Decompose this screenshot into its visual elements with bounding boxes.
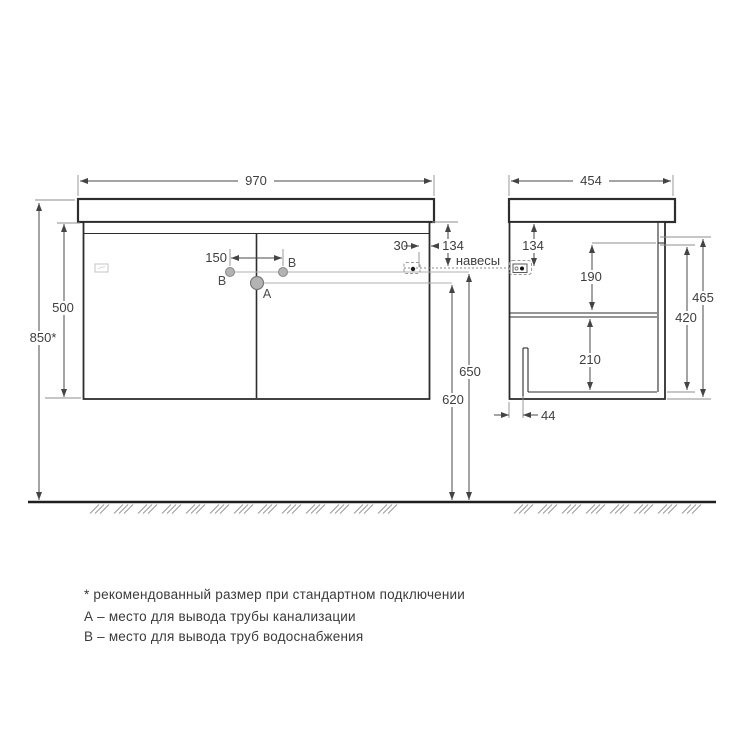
side-upper-section-dim: 190 xyxy=(580,269,602,284)
footnote-point-b: В – место для вывода труб водоснабжения xyxy=(84,629,364,644)
hanger-offset-dim: 30 xyxy=(393,238,408,253)
point-b-left-label: B xyxy=(217,274,227,288)
side-depth-dim: 454 xyxy=(580,173,602,188)
footnote-point-a: А – место для вывода трубы канализации xyxy=(84,609,356,624)
b-spacing-dim: 150 xyxy=(205,250,227,265)
side-countertop xyxy=(509,199,675,222)
side-lower-section-dim: 210 xyxy=(579,352,601,367)
point-a-label: A xyxy=(262,287,272,301)
front-hanger-drop-dim: 134 xyxy=(442,238,464,253)
front-cabinet-height-dim: 500 xyxy=(52,300,74,315)
side-outer-height-dim: 465 xyxy=(692,290,714,305)
front-total-height-dim: 850* xyxy=(29,330,57,345)
front-width-dim: 970 xyxy=(245,173,267,188)
side-view xyxy=(494,173,718,423)
a-height-dim: 620 xyxy=(442,392,464,407)
floor-hatching xyxy=(90,505,701,514)
floor xyxy=(28,502,716,514)
front-view xyxy=(26,173,512,500)
b-height-dim: 650 xyxy=(459,364,481,379)
front-countertop xyxy=(78,199,434,222)
hangers-label: навесы xyxy=(455,253,501,268)
side-hanger-drop-dim: 134 xyxy=(522,238,544,253)
point-a-marker xyxy=(251,277,264,290)
point-b-left-marker xyxy=(226,268,235,277)
footnote-recommended-size: * рекомендованный размер при стандартном подключении xyxy=(84,587,466,602)
point-b-right-label: B xyxy=(287,256,297,270)
plinth-recess-dim: 44 xyxy=(541,408,556,423)
point-b-right-marker xyxy=(279,268,288,277)
side-inner-height-dim: 420 xyxy=(675,310,697,325)
